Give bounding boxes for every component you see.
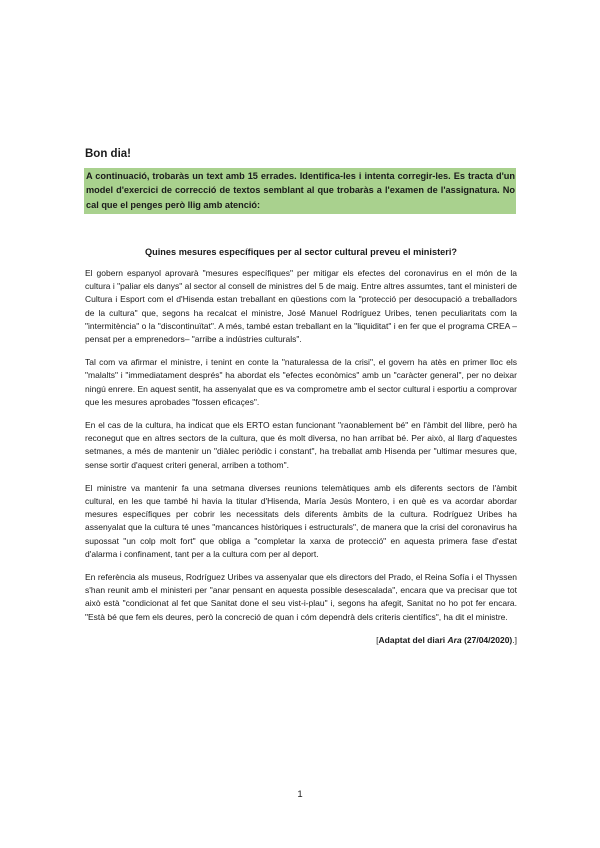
source-date: (27/04/2020): [464, 634, 513, 645]
greeting-heading: Bon dia!: [85, 148, 131, 160]
instructions-box: A continuació, trobaràs un text amb 15 errades. Identifica-les i intenta corregir-les. Es tracta d'un model d'exercici de correcció de textos semblant al que trobaràs a l'examen de l'assignatura. No cal que el penges però llig amb atenció:: [84, 168, 516, 214]
paragraph: Tal com va afirmar el ministre, i tenint en conte la "naturalessa de la crisi", el govern ha atès en primer lloc els "malalts" i "immediatament després" ha abordat els "efectes econòmics" amb un "caràcter general", per no deixar ningú enrere. En aquest sentit, ha assenyalat que es va comprometre amb el sector cultural i esportiu a comprovar que les mesures aprobades "fossen eficaçes".: [85, 357, 517, 407]
source-citation: [Adaptat del diari Ara (27/04/2020).]: [376, 634, 517, 645]
paragraph: El gobern espanyol aprovarà "mesures específiques" per mitigar els efectes del coronavirus en el món de la cultura i "paliar els danys" al sector al consell de ministres del 5 de maig. Entre altres assumtes, tant el ministeri de Cultura i Esport com el d'Hisenda estan treballant en qüestions com la "protecció per desocupació a treballadors de la cultura" que, segons ha recalcat el ministre, José Manuel Rodríguez Uribes, tenen peculiaritats com la "intermitència" o la "discontinuïtat". A més, també estan treballant en la "liquiditat" i en fer que el programa CREA –pensat per a emprenedors– "arribe a indústries culturals".: [85, 268, 517, 345]
article-body: [85, 267, 517, 647]
article-title: Quines mesures específiques per al sector cultural preveu el ministeri?: [145, 247, 457, 257]
paragraph: En referència als museus, Rodríguez Uribes va assenyalar que els directors del Prado, el Reina Sofía i el Thyssen s'han reunit amb el ministeri per "anar pensant en aquesta possible desescalada", encara que va precisar que tot això està "condicionat al fet que Sanitat done el seu vist-i-plau" i, segons ha afegit, Sanitat no ho pot fer encara. "Està bé que fem els deures, però la concreció de quan i cóm dependrà dels criteris científics", ha dit el ministre.: [85, 572, 517, 622]
paragraph: El ministre va mantenir fa una setmana diverses reunions telemàtiques amb els diferents sectors de l'àmbit cultural, en les que també hi havia la titular d'Hisenda, María Jesús Montero, i en què es va acordar abordar mesures específiques per cobrir les necessitats dels diferents àmbits de la cultura. Rodríguez Uribes ha assenyalat que la cultura té unes "mancances històriques i estructurals", de manera que la crisi del coronavirus ha supossat "un colp molt fort" que obliga a "completar la xarxa de protecció" en aquesta primera fase d'estat d'alarma i confinament, tant per a la cultura com per al deport.: [85, 482, 517, 559]
source-prefix: Adaptat del diari: [378, 634, 446, 645]
paragraph: En el cas de la cultura, ha indicat que els ERTO estan funcionant "raonablement bé" en l'àmbit del llibre, però ha reconegut que en altres sectors de la cultura, que és molt diversa, no han arribat bé. Per això, al llarg d'aquestes setmanes, a més de mantenir un "diàlec periòdic i constant", ha treballat amb Hisenda per "ultimar mesures que, sense sortir d'aquest criteri general, arriben a tothom".: [85, 420, 517, 470]
source-paper: Ara: [447, 634, 462, 645]
page-number: 1: [297, 789, 303, 800]
